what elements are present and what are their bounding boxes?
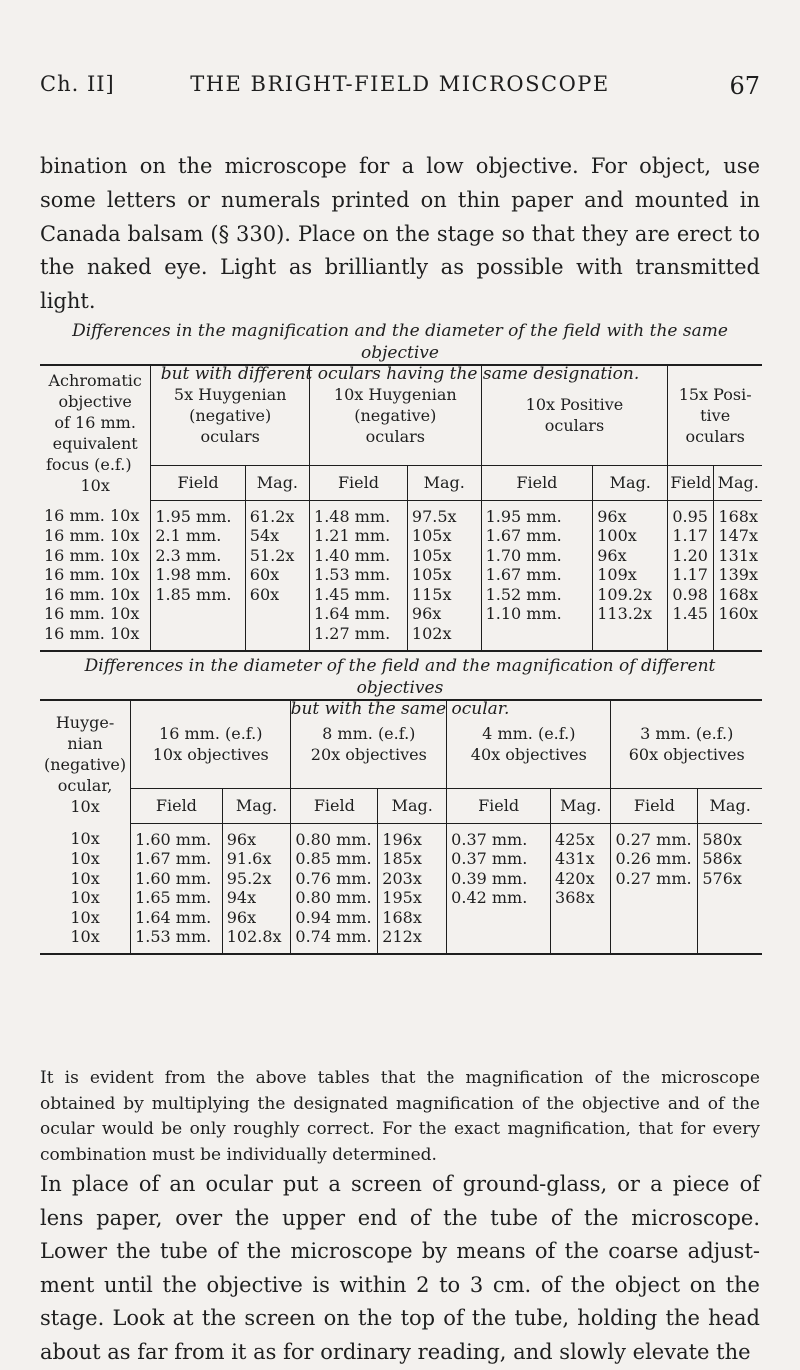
table1-objective-header: Achromatic objective of 16 mm. equivalent focus (e.f.) 10x <box>40 365 151 500</box>
table-cell: 115x <box>407 585 481 605</box>
table-cell: 1.98 mm. <box>151 565 245 585</box>
table-cell: 113.2x <box>593 604 668 624</box>
table-cell: 102.8x <box>222 927 291 954</box>
table2-group-header: 16 mm. (e.f.) 10x objectives <box>131 700 291 788</box>
table-cell: 16 mm. 10x <box>40 500 151 526</box>
table-cell: 10x <box>40 849 131 869</box>
table1-mag-header: Mag. <box>714 465 762 500</box>
table-cell: 0.26 mm. <box>611 849 698 869</box>
table-cell <box>551 908 611 928</box>
table-cell <box>481 624 593 651</box>
table-cell <box>151 604 245 624</box>
table-cell: 0.95 <box>668 500 714 526</box>
table-cell: 16 mm. 10x <box>40 546 151 566</box>
table-cell: 203x <box>378 869 447 889</box>
table-cell: 185x <box>378 849 447 869</box>
table-cell: 60x <box>245 565 309 585</box>
table1-mag-header: Mag. <box>407 465 481 500</box>
table-row <box>40 604 762 624</box>
table-cell: 1.60 mm. <box>131 823 223 849</box>
table1-group-header: 10x Huygenian (negative) oculars <box>310 365 482 465</box>
table2-body <box>40 823 762 954</box>
objectives-comparison-table <box>40 699 762 955</box>
table2-field-header: Field <box>291 788 378 823</box>
table-cell: 1.45 <box>668 604 714 624</box>
table2-group-header: 3 mm. (e.f.) 60x objectives <box>628 724 745 765</box>
table-cell: 105x <box>407 565 481 585</box>
table-cell: 425x <box>551 823 611 849</box>
table-cell <box>668 624 714 651</box>
table1-field-header: Field <box>668 465 714 500</box>
table2-mag-header: Mag. <box>222 788 291 823</box>
table-cell: 1.10 mm. <box>481 604 593 624</box>
table2-field-header: Field <box>131 788 223 823</box>
table1-field-header: Field <box>151 465 245 500</box>
table-cell: 131x <box>718 545 758 565</box>
table-cell: 10x <box>40 869 131 889</box>
table2-ocular-header: Huyge- nian (negative) ocular, 10x <box>40 700 131 823</box>
table-cell: 1.52 mm. <box>481 585 593 605</box>
table-cell: 0.74 mm. <box>291 927 378 954</box>
table-cell: 1.70 mm. <box>481 546 593 566</box>
table-cell <box>245 624 309 651</box>
table-cell: 96x <box>593 500 668 526</box>
table1-field-header: Field <box>310 465 408 500</box>
intro-paragraph: bination on the microscope for a low objective. For object, use some letters or numerals printed on thin paper and mounted in Canada balsam (§ 330). Place on the stage so that they are erect to the naked eye. Light as brilliantly as possible with transmitted light. <box>40 154 760 314</box>
table-row <box>40 869 762 889</box>
table-cell: 1.67 mm. <box>481 526 593 546</box>
table-cell: 61.2x <box>245 500 309 526</box>
table-cell: 1.21 mm. <box>310 526 408 546</box>
table-cell: 91.6x <box>222 849 291 869</box>
table-cell <box>245 604 309 624</box>
table-cell: 105x <box>407 526 481 546</box>
table-cell: 96x <box>222 908 291 928</box>
table-cell: 431x <box>551 849 611 869</box>
table-cell: 0.42 mm. <box>447 888 551 908</box>
table-cell: 1.64 mm. <box>131 908 223 928</box>
table-cell: 2.3 mm. <box>151 546 245 566</box>
table-cell: 580x <box>702 829 742 849</box>
table2-mag-header: Mag. <box>378 788 447 823</box>
table2-group-header: 8 mm. (e.f.) 20x objectives <box>291 700 447 788</box>
table-cell <box>698 888 762 908</box>
table-cell: 1.40 mm. <box>310 546 408 566</box>
table2-caption-line: Differences in the diameter of the field and the magnification of different objectives <box>84 656 716 698</box>
table-cell: 420x <box>551 869 611 889</box>
table-cell: 0.98 <box>668 585 714 605</box>
table-cell: 1.60 mm. <box>131 869 223 889</box>
table-cell: 10x <box>40 888 131 908</box>
table1-caption-line: but with different oculars having the same designation. <box>160 364 640 384</box>
table-cell: 0.27 mm. <box>611 823 698 849</box>
table-cell: 1.48 mm. <box>310 500 408 526</box>
table-cell: 2.1 mm. <box>151 526 245 546</box>
table-row <box>40 546 762 566</box>
page-number: 67 <box>729 72 760 100</box>
table-cell: 54x <box>245 526 309 546</box>
table-cell: 168x <box>718 506 758 526</box>
table-cell: 1.67 mm. <box>481 565 593 585</box>
table-cell: 97.5x <box>407 500 481 526</box>
table-row <box>40 585 762 605</box>
table-cell <box>151 624 245 651</box>
table-cell: 586x <box>702 849 742 869</box>
table-cell: 168x <box>378 908 447 928</box>
running-header <box>40 68 760 108</box>
table-cell: 0.80 mm. <box>291 888 378 908</box>
table-cell: 1.17 <box>668 565 714 585</box>
table-row <box>40 888 762 908</box>
table-cell: 16 mm. 10x <box>40 624 151 651</box>
table2-group-header: 4 mm. (e.f.) 40x objectives <box>447 700 611 788</box>
table1-field-header: Field <box>481 465 593 500</box>
table-cell: 1.65 mm. <box>131 888 223 908</box>
table-cell <box>611 908 698 928</box>
table-cell: 10x <box>40 823 131 849</box>
table-cell <box>698 927 762 954</box>
table-cell <box>447 908 551 928</box>
table-cell: 1.45 mm. <box>310 585 408 605</box>
table1-body <box>40 500 762 651</box>
table-cell: 109.2x <box>593 585 668 605</box>
table-row <box>40 624 762 651</box>
table-cell: 95.2x <box>222 869 291 889</box>
table2-mag-header: Mag. <box>698 788 762 823</box>
table-cell <box>551 927 611 954</box>
table-cell: 109x <box>593 565 668 585</box>
table-cell <box>611 927 698 954</box>
table-cell: 1.20 <box>668 546 714 566</box>
table-cell: 0.27 mm. <box>611 869 698 889</box>
table-cell: 100x <box>593 526 668 546</box>
table-cell: 0.37 mm. <box>447 849 551 869</box>
table-cell: 16 mm. 10x <box>40 526 151 546</box>
table-cell <box>611 888 698 908</box>
table-cell: 0.80 mm. <box>291 823 378 849</box>
table1-mag-header: Mag. <box>593 465 668 500</box>
table-cell: 576x <box>702 868 742 888</box>
table-cell: 0.39 mm. <box>447 869 551 889</box>
table2-mag-header: Mag. <box>551 788 611 823</box>
table-cell: 96x <box>593 546 668 566</box>
table-cell: 96x <box>222 823 291 849</box>
table-cell: 147x <box>718 526 758 546</box>
table-row <box>40 823 762 849</box>
table-cell: 195x <box>378 888 447 908</box>
table-cell: 102x <box>407 624 481 651</box>
table-cell: 16 mm. 10x <box>40 565 151 585</box>
table-cell: 10x <box>40 908 131 928</box>
table-cell <box>593 624 668 651</box>
table-row <box>40 908 762 928</box>
table-cell: 160x <box>718 604 758 624</box>
table-row <box>40 565 762 585</box>
table-cell: 0.37 mm. <box>447 823 551 849</box>
table-cell: 51.2x <box>245 546 309 566</box>
table-cell: 139x <box>718 565 758 585</box>
table-cell: 1.95 mm. <box>481 500 593 526</box>
procedure-paragraph: In place of an ocular put a screen of ground-glass, or a piece of lens paper, over the upper end of the tube of the microscope. Lower the tube of the microscope by means of the coarse adjust-ment until the objective is within 2 to 3 cm. of the object on the stage. Look at the screen on the top of the tube, holding the head about as far from it as for ordinary reading, and slowly elevate the <box>40 1172 760 1364</box>
table-cell: 212x <box>378 927 447 954</box>
table-cell: 60x <box>245 585 309 605</box>
table-cell: 16 mm. 10x <box>40 604 151 624</box>
table-cell: 105x <box>407 546 481 566</box>
table-row <box>40 500 762 526</box>
table-cell: 196x <box>378 823 447 849</box>
table2-field-header: Field <box>611 788 698 823</box>
table-cell: 1.67 mm. <box>131 849 223 869</box>
table-cell: 16 mm. 10x <box>40 585 151 605</box>
table-cell <box>447 927 551 954</box>
table-cell: 1.95 mm. <box>151 500 245 526</box>
table-cell: 168x <box>718 584 758 604</box>
table-cell: 1.53 mm. <box>131 927 223 954</box>
table-cell: 94x <box>222 888 291 908</box>
conclusion-paragraph: It is evident from the above tables that the magnification of the microscope obtained by multiplying the designated magnification of the objective and of the ocular would be only roughly correct. For the exact magnification, that for every combination must be individually determined. <box>40 1068 760 1165</box>
table-cell: 96x <box>407 604 481 624</box>
table1-group-header: 10x Positive oculars <box>481 365 668 465</box>
table1-group-header: 5x Huygenian (negative) oculars <box>151 365 310 465</box>
table-cell: 1.53 mm. <box>310 565 408 585</box>
table-row <box>40 526 762 546</box>
oculars-comparison-table <box>40 364 762 652</box>
table-cell: 1.64 mm. <box>310 604 408 624</box>
table-cell: 10x <box>40 927 131 954</box>
table2-field-header: Field <box>447 788 551 823</box>
running-title: THE BRIGHT-FIELD MICROSCOPE <box>190 72 610 96</box>
table-cell: 368x <box>551 888 611 908</box>
table2-caption-line: but with the same ocular. <box>290 699 510 719</box>
table-cell: 0.76 mm. <box>291 869 378 889</box>
table-cell: 0.85 mm. <box>291 849 378 869</box>
table-row <box>40 927 762 954</box>
table-cell: 1.17 <box>668 526 714 546</box>
table-cell: 0.94 mm. <box>291 908 378 928</box>
chapter-label: Ch. II] <box>40 72 115 96</box>
table-cell: 1.27 mm. <box>310 624 408 651</box>
table-row <box>40 849 762 869</box>
table-cell <box>698 908 762 928</box>
table1-caption-line: Differences in the magnification and the diameter of the field with the same objective <box>72 321 728 363</box>
table-cell: 1.85 mm. <box>151 585 245 605</box>
table1-group-header: 15x Posi- tive oculars <box>678 384 752 446</box>
table-cell <box>714 624 762 651</box>
table1-mag-header: Mag. <box>245 465 309 500</box>
